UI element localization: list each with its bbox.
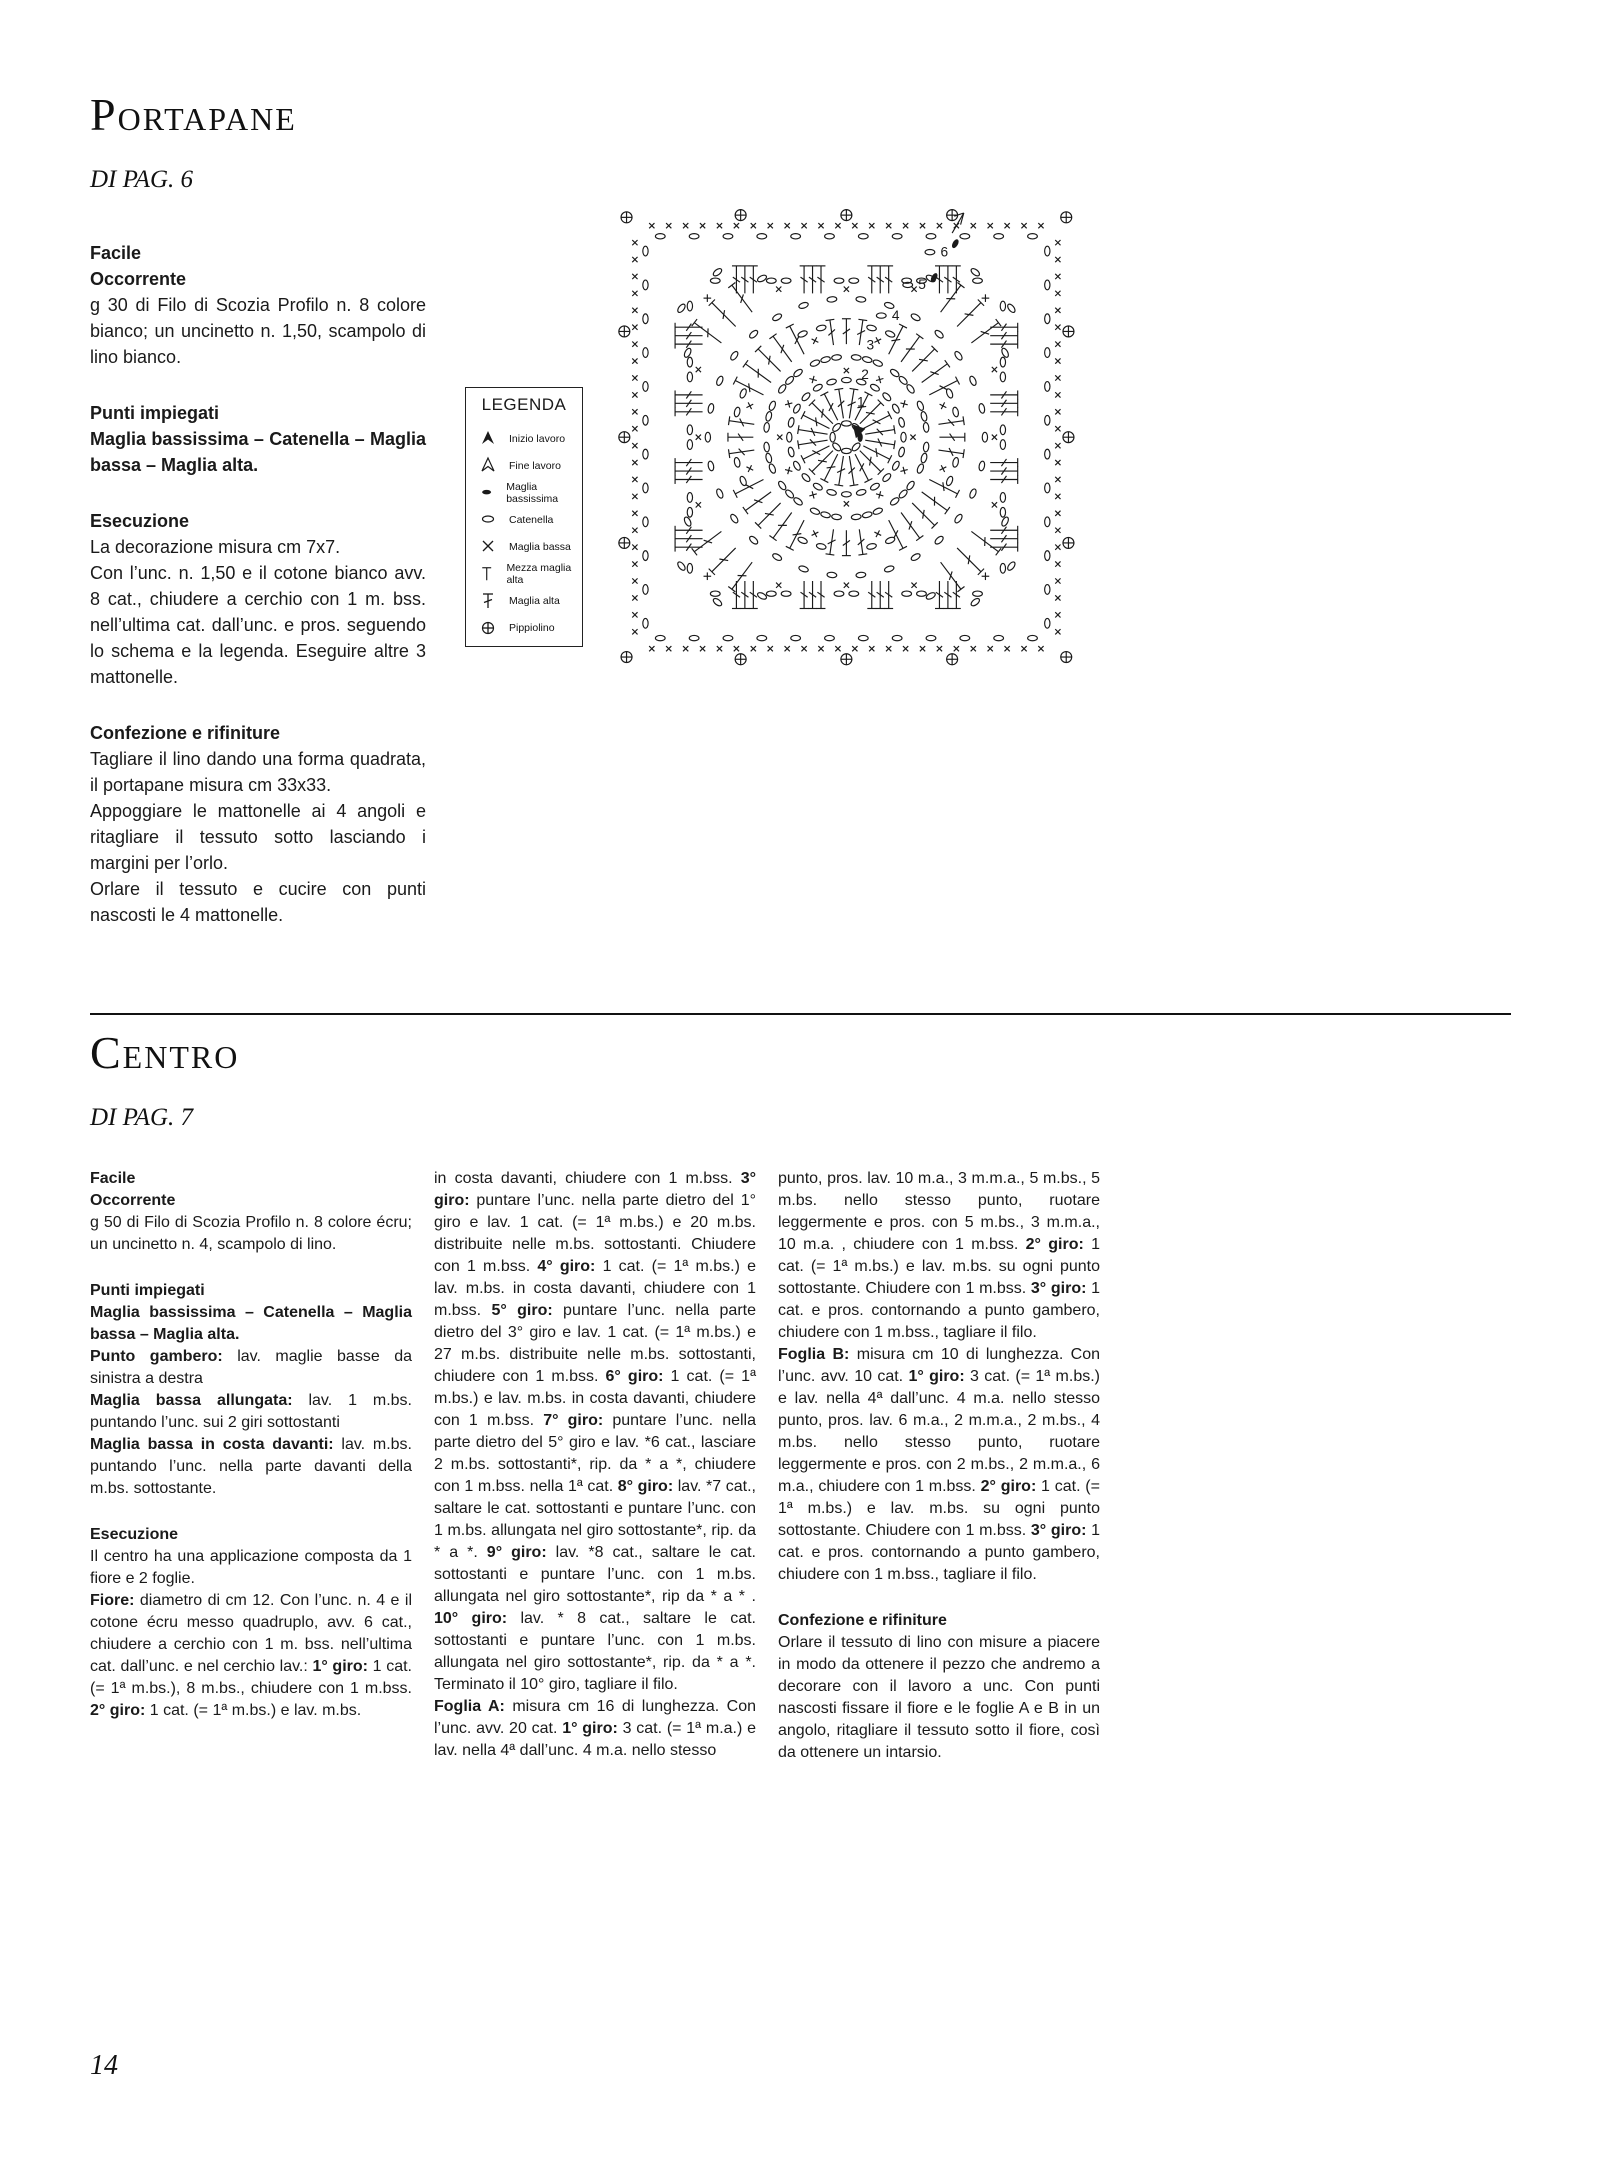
text-run: lav. 1 m.bs. puntando l’unc. sui 2 giri sottostanti [90,1392,413,1431]
text-run: 7° giro: [543,1412,604,1429]
crochet-chart-svg [600,180,1097,669]
legend-item [466,479,582,506]
section-heading [90,400,426,426]
text-run: Foglia A: [434,1698,505,1715]
text-run: lav. maglie basse da sinistra a destra [90,1348,412,1387]
text-run: Occorrente [90,269,187,289]
section-heading [90,508,426,534]
text-run: lav. *8 cat., saltare le cat. sottostanti e puntare l’unc. con 1 m.bs. allungata nel giro sottostante*, rip da * a * . [434,1544,756,1605]
text-run: misura cm 16 di lunghezza. Con l’unc. avv. 20 cat. [434,1698,757,1737]
legend-item-label: Pippiolino [509,621,555,634]
text-run: 6° giro: [605,1368,664,1385]
legend-item-label: Fine lavoro [509,459,561,472]
text-run: 5° giro: [491,1302,553,1319]
paragraph [90,534,426,560]
legend-item [466,587,582,614]
text-run: 4° giro: [537,1258,596,1275]
text-run: La decorazione misura cm 7x7. [90,537,341,557]
paragraph [90,1302,412,1346]
text-run: Esecuzione [90,511,190,531]
text-run: Esecuzione [90,1526,179,1543]
paragraph [90,1546,412,1590]
paragraph [90,1390,412,1434]
text-run: puntare l’unc. nella parte dietro del 3° giro e lav. 1 cat. (= 1ª m.bs.) e 27 m.bs. distribuite nelle m.bs. sottostanti, chiudere con 1 m.bss. [434,1302,757,1385]
paragraph [434,1696,756,1762]
section-heading [90,1190,412,1212]
text-run: Orlare il tessuto e cucire con punti nascosti le 4 mattonelle. [90,879,426,925]
text-run: 3 cat. (= 1ª m.bs.) e lav. nella 4ª dall’unc. 4 m.a. nello stesso punto, pros. lav. 6 m.a., 2 m.m.a., 2 m.bs., 4 m.bs. nello stesso punto, ruotare leggermente e pros. con 2 m.bs., 2 m.m.a., 6 m.a., chiudere con 1 m.bss. [778,1368,1100,1495]
text-run: Punti impiegati [90,1282,205,1299]
paragraph [90,876,426,928]
text-run: 1° giro: [312,1658,368,1675]
legend-item-label: Catenella [509,513,554,526]
legend-item [466,452,582,479]
text-run: Facile [90,243,142,263]
text-run: Confezione e rifiniture [778,1612,947,1629]
legend-item-label: Maglia bassissima [506,480,559,505]
paragraph [90,560,426,690]
text-run: punto, pros. lav. 10 m.a., 3 m.m.a., 5 m.bs., 5 m.bs. nello stesso punto, ruotare leggermente e pros. con 5 m.bs., 3 m.m.a., 10 m.a. , chiudere con 1 m.bss. [778,1170,1100,1253]
text-run: 3° giro: [1030,1522,1087,1539]
text-run: 3° giro: [1030,1280,1087,1297]
section-heading [778,1610,1100,1632]
paragraph [778,1168,1100,1344]
paragraph [778,1344,1100,1586]
single-crochet-icon [476,537,500,557]
svg-text:1: 1 [856,394,865,410]
section-heading [90,1280,412,1302]
text-run: Fiore: [90,1592,135,1609]
section-heading [90,240,426,266]
section-divider [90,1013,1511,1015]
centro-columns [90,1168,1100,1764]
text-run: 1 cat. e pros. contornando a punto gambero, chiudere con 1 m.bss., tagliare il filo. [778,1280,1101,1341]
portapane-title: Portapane [90,89,297,140]
text-run: 8° giro: [617,1478,674,1495]
legend-item-label: Mezza maglia alta [506,561,572,586]
centro-column-2 [434,1168,756,1764]
text-run: Punti impiegati [90,403,220,423]
double-crochet-icon [476,591,500,611]
centro-subtitle: DI PAG. 7 [90,1104,194,1131]
text-run: 1 cat. e pros. contornando a punto gambero, chiudere con 1 m.bss., tagliare il filo. [778,1522,1101,1583]
text-run: 1 cat. (= 1ª m.bs.) e lav. m.bs. [145,1702,362,1719]
text-run: Occorrente [90,1192,176,1209]
text-run: Punto gambero: [90,1348,223,1365]
paragraph [90,1590,412,1722]
svg-text:2: 2 [861,367,869,383]
text-run: 1 cat. (= 1ª m.bs.) e lav. m.bs. su ogni punto sottostante. Chiudere con 1 m.bss. [778,1236,1101,1297]
text-run: lav. m.bs. puntando l’unc. nella parte davanti della m.bs. sottostante. [90,1436,413,1497]
legend-item [466,425,582,452]
paragraph [90,1434,412,1500]
portapane-text-column [90,240,426,928]
paragraph [90,1346,412,1390]
text-run: Maglia bassa allungata: [90,1392,293,1409]
page-number: 14 [90,2050,118,2081]
paragraph [90,426,426,478]
paragraph [90,1212,412,1256]
centro-title: Centro [90,1027,240,1078]
svg-text:4: 4 [891,307,900,323]
half-double-icon [476,564,497,584]
legend-item [466,614,582,641]
legend-item [466,533,582,560]
text-run: 3° giro: [434,1170,756,1209]
text-run: 1 cat. (= 1ª m.bs.) e lav. m.bs. su ogni punto sottostante. Chiudere con 1 m.bss. [778,1478,1100,1539]
crochet-chart [600,180,1100,672]
svg-text:3: 3 [866,337,875,353]
text-run: puntare l’unc. nella parte dietro del 5° giro e lav. *6 cat., lasciare 2 m.bs. sottostanti*, rip. da * a *, chiudere con 1 m.bss. nella 1ª cat. [434,1412,756,1495]
paragraph [90,292,426,370]
text-run: Confezione e rifiniture [90,723,281,743]
centro-column-3 [778,1168,1100,1764]
text-run: 2° giro: [980,1478,1037,1495]
text-run: Maglia bassissima – Catenella – Maglia bassa – Maglia alta. [90,429,426,475]
paragraph [90,798,426,876]
text-run: 10° giro: [434,1610,508,1627]
legend-item-label: Maglia alta [509,594,560,607]
legend-items [466,425,582,641]
section-heading [90,1168,412,1190]
slip-stitch-icon [476,483,497,503]
text-run: 1° giro: [908,1368,965,1385]
text-run: g 50 di Filo di Scozia Profilo n. 8 colore écru; un uncinetto n. 4, scampolo di lino. [90,1214,412,1253]
paragraph [90,746,426,798]
text-run: g 30 di Filo di Scozia Profilo n. 8 colore bianco; un uncinetto n. 1,50, scampolo di lino bianco. [90,295,426,367]
text-run: lav. *7 cat., saltare le cat. sottostanti e puntare l’unc. con 1 m.bs. allungata nel giro sottostante*, rip. da * a *. [434,1478,756,1561]
text-run: 1 cat. (= 1ª m.bs.) e lav. m.bs. in costa davanti, chiudere con 1 m.bss. [434,1368,756,1429]
text-run: lav. * 8 cat., saltare le cat. sottostanti e puntare l’unc. con 1 m.bs. allungata nel giro sottostante*, rip. da * a *. Terminato il 10° giro, tagliare il filo. [434,1610,757,1693]
text-run: Appoggiare le mattonelle ai 4 angoli e ritagliare il tessuto sotto lasciando i margini per l’orlo. [90,801,426,873]
section-heading [90,1524,412,1546]
end-arrow-icon [476,456,500,476]
text-run: Tagliare il lino dando una forma quadrata, il portapane misura cm 33x33. [90,749,426,795]
text-run: Il centro ha una applicazione composta da 1 fiore e 2 foglie. [90,1548,412,1587]
paragraph [778,1632,1100,1764]
centro-column-1 [90,1168,412,1764]
text-run: 9° giro: [486,1544,547,1561]
paragraph [434,1168,756,1696]
picot-icon [476,618,500,638]
legend-item [466,560,582,587]
text-run: Con l’unc. n. 1,50 e il cotone bianco avv. 8 cat., chiudere a cerchio con 1 m. bss. nell’ultima cat. dall’unc. e pros. seguendo lo schema e la legenda. Eseguire altre 3 mattonelle. [90,563,426,687]
text-run: Maglia bassissima – Catenella – Maglia bassa – Maglia alta. [90,1304,412,1343]
legend-item-label: Maglia bassa [509,540,571,553]
text-run: puntare l’unc. nella parte dietro del 1° giro e lav. 1 cat. (= 1ª m.bs.) e 20 m.bs. distribuite nelle m.bs. sottostanti. Chiudere con 1 m.bss. [434,1192,756,1275]
section-heading [90,266,426,292]
chain-icon [476,510,500,530]
text-run: 2° giro: [1025,1236,1084,1253]
text-run: in costa davanti, chiudere con 1 m.bss. [434,1170,741,1187]
text-run: Foglia B: [778,1346,850,1363]
text-run: Maglia bassa in costa davanti: [90,1436,334,1453]
text-run: Orlare il tessuto di lino con misure a piacere in modo da ottenere il pezzo che andremo a decorare con il lavoro a unc. Con punti nascosti fissare il fiore e le foglie A e B in un angolo, ritagliare il tessuto sotto il fiore, così da ottenere un intarsio. [778,1634,1100,1761]
start-arrow-icon [476,429,500,449]
text-run: diametro di cm 12. Con l’unc. n. 4 e il cotone écru messo quadruplo, avv. 6 cat., chiudere a cerchio con 1 m. bss. nell’ultima cat. dall’unc. e nel cerchio lav.: [90,1592,412,1675]
svg-text:5: 5 [918,277,926,293]
portapane-subtitle: DI PAG. 6 [90,166,194,193]
text-run: 1° giro: [562,1720,618,1737]
legend-title: LEGENDA [481,395,567,414]
section-heading [90,720,426,746]
legend-item [466,506,582,533]
text-run: misura cm 10 di lunghezza. Con l’unc. avv. 10 cat. [778,1346,1100,1385]
svg-text:6: 6 [940,244,949,260]
text-run: 1 cat. (= 1ª m.bs.) e lav. m.bs. in costa davanti, chiudere con 1 m.bss. [434,1258,756,1319]
legend-box [465,387,583,647]
text-run: 2° giro: [90,1702,146,1719]
legend-item-label: Inizio lavoro [509,432,566,445]
text-run: Facile [90,1170,136,1187]
text-run: 3 cat. (= 1ª m.a.) e lav. nella 4ª dall’unc. 4 m.a. nello stesso [434,1720,757,1759]
text-run: 1 cat. (= 1ª m.bs.), 8 m.bs., chiudere con 1 m.bss. [90,1658,412,1697]
